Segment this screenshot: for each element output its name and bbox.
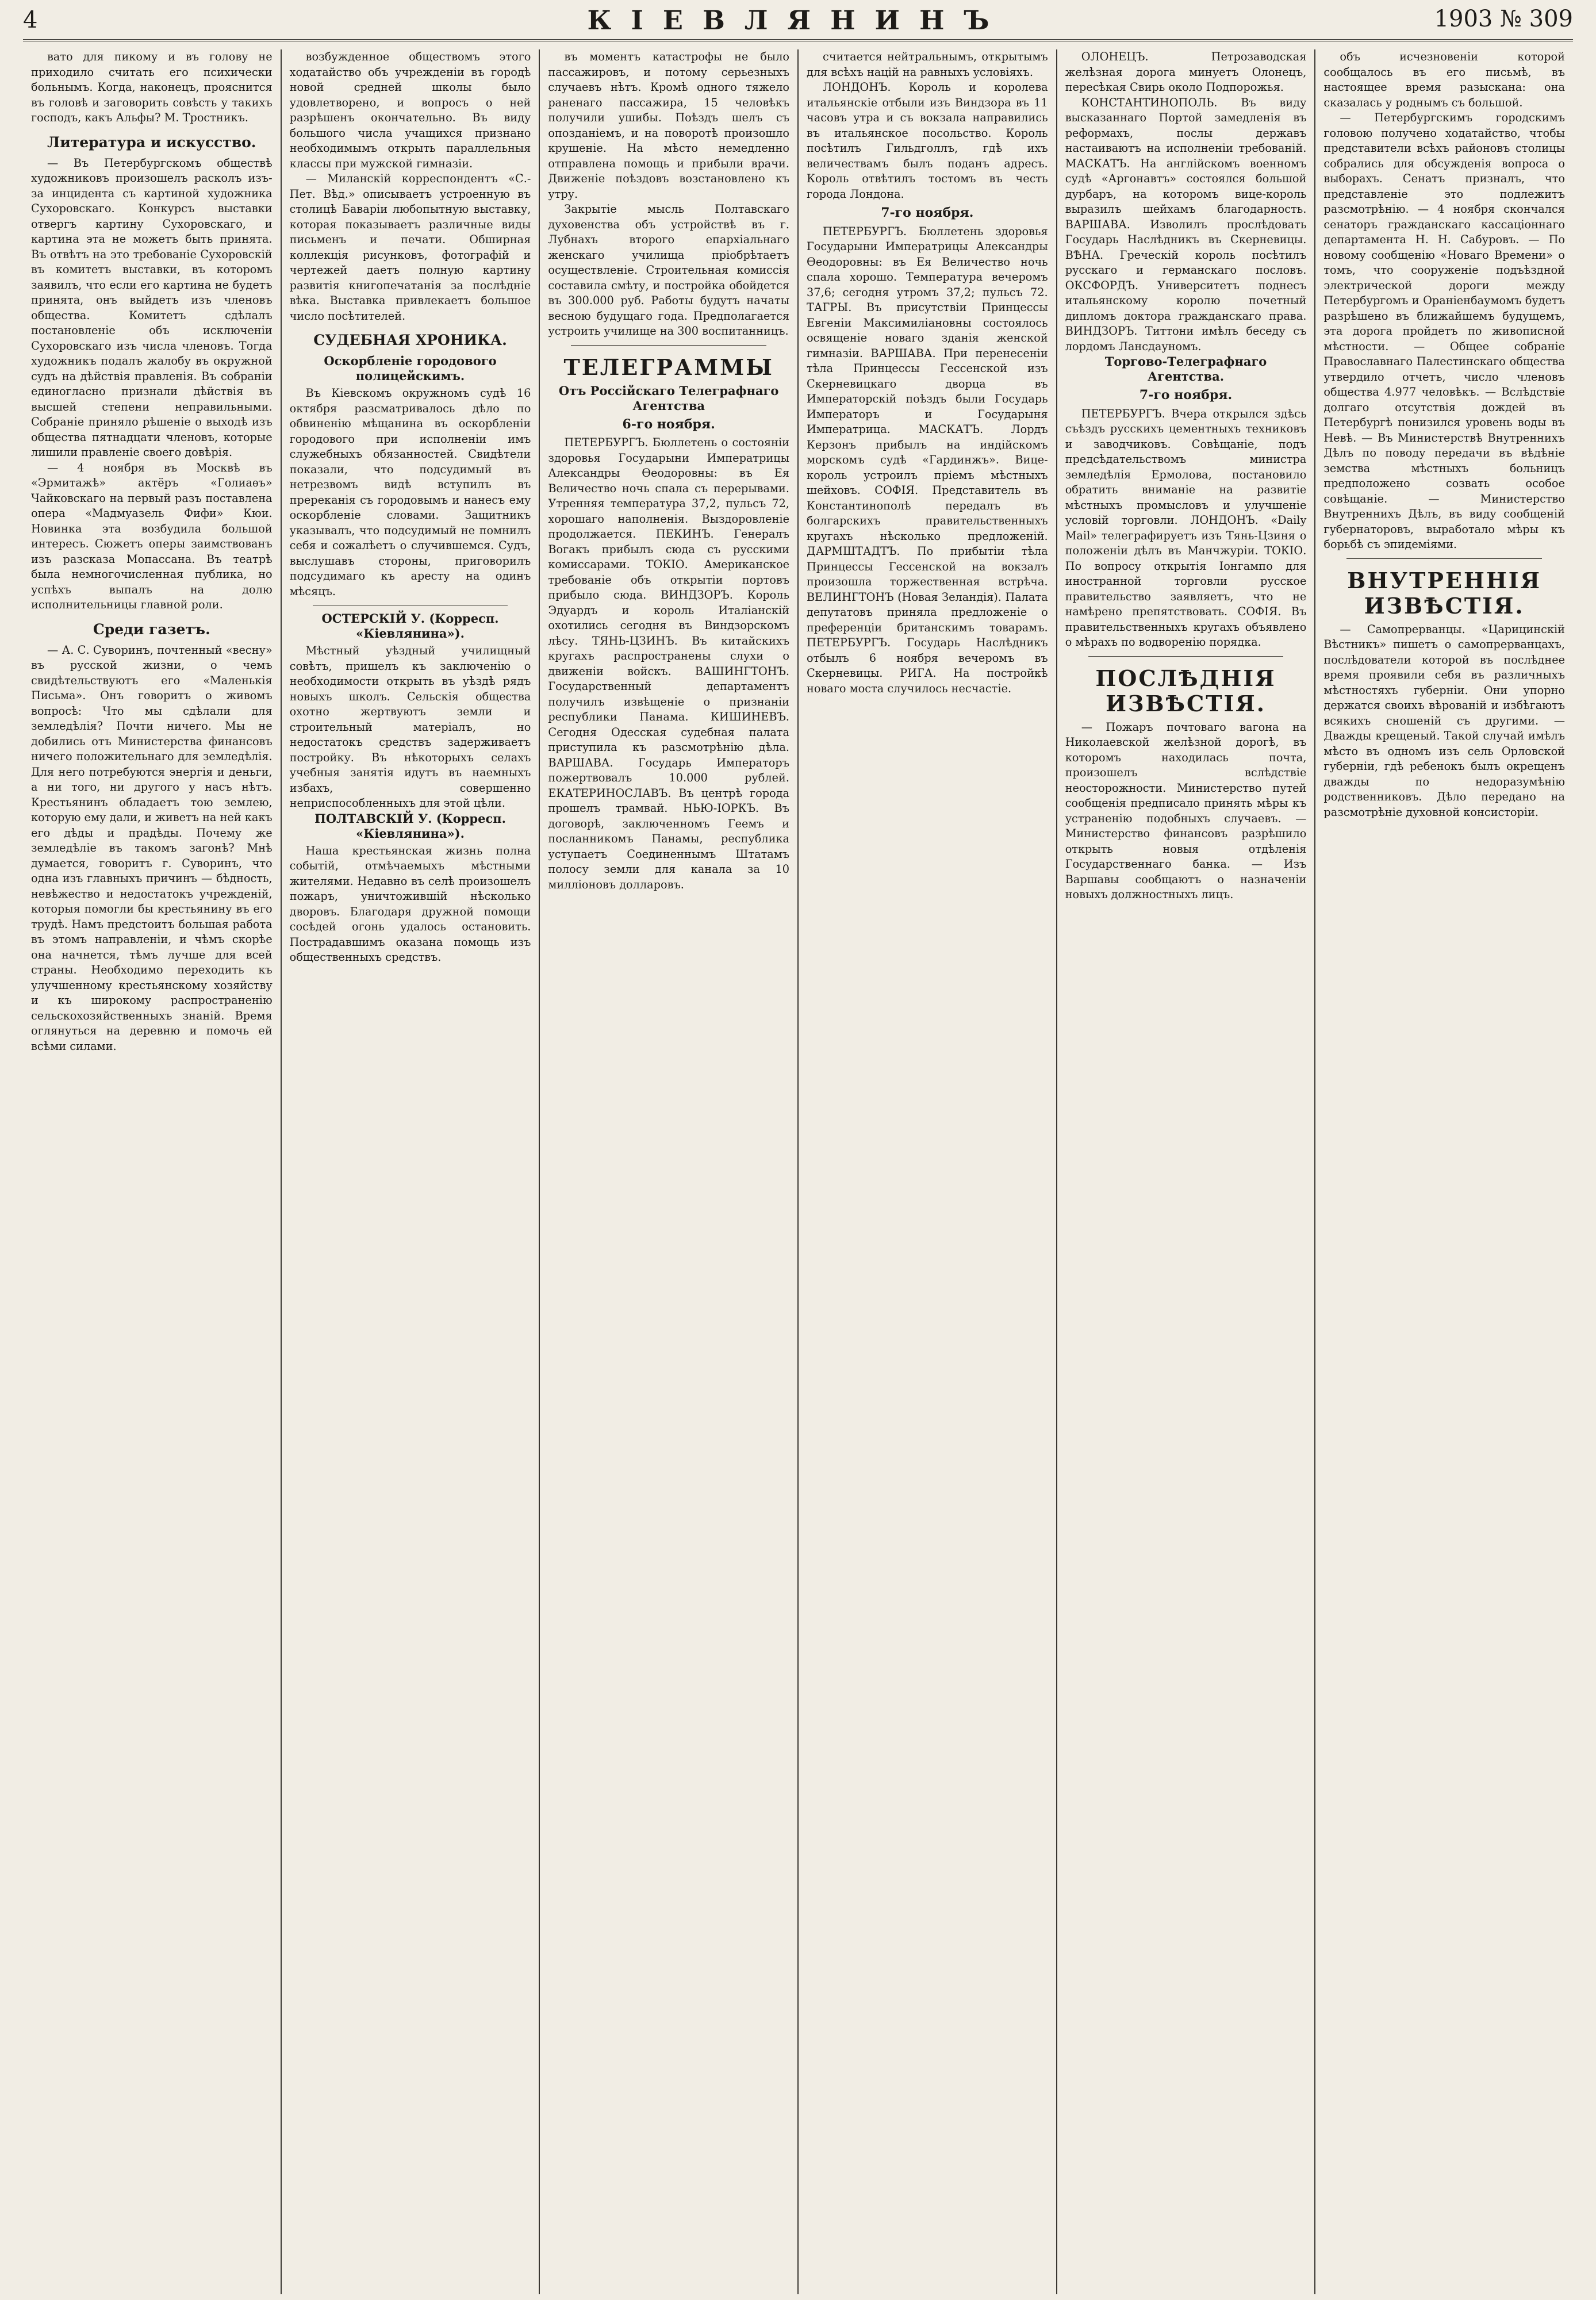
column-5 [1056,49,1315,2294]
divider [571,345,766,346]
article-subheading: ОСТЕРСКІЙ У. (Корресп. «Кіевлянина»). [321,611,499,641]
divider [1346,558,1542,559]
article-text: Въ Кіевскомъ окружномъ судѣ 16 октября разсматривалось дѣло по обвиненію мѣщанина въ оскорбленіи городового при исполненіи имъ служебныхъ обязанностей. Свидѣтели показали, что подсудимый въ нетрезвомъ видѣ вступилъ въ пререканія съ городовымъ и нанесъ ему оскорбленіе словами. Защитникъ указывалъ, что подсудимый не помнилъ себя и сожалѣетъ о случившемся. Судъ, выслушавъ стороны, приговорилъ подсудимаго къ аресту на одинъ мѣсяцъ. [289,386,531,598]
section-heading: ВНУТРЕННІЯ ИЗВѢСТІЯ. [1347,567,1542,619]
newspaper-title: КІЕВЛЯНИНЪ [587,5,1009,36]
section-heading: Литература и искусство. [47,133,256,151]
article-text: Закрытіе мысль Полтавскаго духовенства объ устройствѣ въ г. Лубнахъ второго епархіальнаго женскаго училища пріобрѣтаетъ осуществленіе. Строительная комиссія составила смѣту, и постройка обойдется въ 300.000 руб. Работы будутъ начаты весною будущаго года. Предполагается устроить училище на 300 воспитанницъ. [548,202,790,338]
article-text: объ исчезновеніи которой сообщалось въ его письмѣ, въ настоящее время разыскана: она сказалась у роднымъ съ большой. [1323,50,1566,109]
article-text: ПЕТЕРБУРГЪ. Бюллетень о состояніи здоровья Государыни Императрицы Александры Ѳеодоровны: въ Ея Величество ночь спала съ перерывами. Утренняя температура 37,2, пульсъ 72, хорошаго наполненія. Выздоровленіе продолжается. ПЕКИНЪ. Генералъ Вогакъ прибылъ сюда съ русскими комиссарами. ТОКІО. Американское требованіе объ открытіи портовъ прибыло сюда. ВИНДЗОРЪ. Король Эдуардъ и король Италіанскій охотились сегодня въ Виндзорскомъ лѣсу. ТЯНЬ-ЦЗИНЪ. Въ китайскихъ кругахъ распространены слухи о движеніи войскъ. ВАШИНГТОНЪ. Государственный департаментъ получилъ извѣщеніе о признаніи республики Панама. КИШИНЕВЪ. Сегодня Одесская судебная палата приступила къ разсмотрѣнію дѣла. ВАРШАВА. Государь Императоръ пожертвовалъ 10.000 рублей. ЕКАТЕРИНОСЛАВЪ. Въ центрѣ города прошелъ трамвай. НЬЮ-ІОРКЪ. Въ договорѣ, заключенномъ Геемъ и посланникомъ Панамы, республика уступаетъ Соединеннымъ Штатамъ полосу земли для канала за 10 милліоновъ долларовъ. [548,436,790,891]
section-heading: СУДЕБНАЯ ХРОНИКА. [313,332,507,348]
issue-number: 1903 № 309 [1434,6,1573,32]
article-text: — Петербургскимъ городскимъ головою получено ходатайство, чтобы представители всѣхъ районовъ столицы собрались для обсужденія вопроса о выборахъ. Сенатъ призналъ, что представленіе это подлежитъ разсмотрѣнію. — 4 ноября скончался сенаторъ гражданскаго кассаціоннаго департамента Н. Н. Сабуровъ. — По новому сообщенію «Новаго Времени» о томъ, что сооруженіе подъѣздной электрической дороги между Петербургомъ и Ораніенбаумомъ будетъ разрѣшено въ ближайшемъ будущемъ, эта дорога пройдетъ по живописной мѣстности. — Общее собраніе Православнаго Палестинскаго общества утвердило отчетъ, число членовъ общества 4.977 человѣкъ. — Вслѣдствіе долгаго отсутствія дождей въ Петербургѣ понизился уровень воды въ Невѣ. — Въ Министерствѣ Внутреннихъ Дѣлъ по поводу передачи въ вѣдѣніе земства мѣстныхъ больницъ предположено созвать особое совѣщаніе. — Министерство Внутреннихъ Дѣлъ, въ виду сообщеній губернаторовъ, выработало мѣры къ борьбѣ съ эпидеміями. [1323,111,1566,551]
dateline: 6-го ноября. [622,416,715,432]
section-heading: Среди газетъ. [93,620,210,638]
article-text: — Самопрерванцы. «Царицинскій Вѣстникъ» пишетъ о самопрерванцахъ, послѣдователи которой въ послѣднее время проявили себя въ различныхъ мѣстностяхъ губерніи. Они упорно держатся своихъ вѣрованій и избѣгаютъ всякихъ сношеній съ другими. — Дважды крещеный. Такой случай имѣлъ мѣсто въ одномъ изъ сель Орловской губерніи, гдѣ ребенокъ былъ окрещенъ дважды по недоразумѣнію родственниковъ. Дѣло передано на разсмотрѣніе духовной консисторіи. [1323,622,1566,819]
column-4 [797,49,1056,2294]
column-6 [1314,49,1573,2294]
article-subheading: Отъ Россійскаго Телеграфнаго Агентства [558,383,779,413]
article-text: Мѣстный уѣздный училищный совѣтъ, пришелъ къ заключенію о необходимости открыть въ уѣздѣ рядъ новыхъ школъ. Сельскія общества охотно жертвуютъ земли и строительный матеріалъ, но недостатокъ средствъ задерживаетъ постройку. Въ нѣкоторыхъ селахъ учебныя занятія идутъ въ наемныхъ избахъ, совершенно неприспособленныхъ для этой цѣли. [289,644,531,810]
article-subheading: Торгово-Телеграфнаго Агентства. [1104,354,1267,384]
article-text: Наша крестьянская жизнь полна событій, отмѣчаемыхъ мѣстными жителями. Недавно въ селѣ произошелъ пожаръ, уничтожившій нѣсколько дворовъ. Благодаря дружной помощи сосѣдей огонь удалось остановить. Пострадавшимъ оказана помощь изъ общественныхъ средствъ. [289,844,531,964]
section-heading: ТЕЛЕГРАММЫ [563,354,774,380]
article-text: — 4 ноября въ Москвѣ въ «Эрмитажѣ» актёръ «Голиаѳъ» Чайковскаго на первый разъ поставлена опера «Мадмуазель Фифи» Кюи. Новинка эта возбудила большой интересъ. Сюжетъ оперы заимствованъ изъ разсказа Мопассана. Въ театрѣ была немногочисленная публика, но успѣхъ выпалъ на долю исполнительницы главной роли. [31,461,273,611]
column-2 [281,49,539,2294]
article-subheading: Оскорбленіе городового полицейскимъ. [324,354,497,383]
dateline: 7-го ноября. [1139,388,1233,402]
article-text: ЛОНДОНЪ. Король и королева итальянскіе отбыли изъ Виндзора въ 11 часовъ утра и съ вокзала направились въ итальянское посольство. Король посѣтилъ Гильдголлъ, гдѣ ихъ величествамъ былъ поданъ адресъ. Король отвѣтилъ тостомъ въ честь города Лондона. [807,80,1048,201]
masthead [23,5,1573,41]
article-text: вато для пикому и въ голову не приходило считать его психически больнымъ. Когда, наконецъ, прояснится въ головѣ и заговорить совѣсть у такихъ господъ, какъ Альфы? М. Тростникъ. [31,50,273,124]
article-text: — А. С. Суворинъ, почтенный «весну» въ русской жизни, о чемъ свидѣтельствуютъ его «Маленькія Письма». Онъ говоритъ о живомъ вопросѣ: Что мы сдѣлали для земледѣлія? Почти ничего. Мы не добились отъ Министерства финансовъ ничего положительнаго для земледѣлія. Для него потребуются энергія и деньги, а ни того, ни другого у насъ нѣтъ. Крестьянинъ обладаетъ тою землею, которую ему дали, и живетъ на ней какъ его дѣды и прадѣды. Почему же земледѣліе въ такомъ загонѣ? Мнѣ думается, говоритъ г. Суворинъ, что одна изъ главныхъ причинъ — бѣдность, невѣжество и недостатокъ учрежденій, которыя помогли бы крестьянину въ его трудѣ. Намъ предстоитъ большая работа въ этомъ направленіи, и чѣмъ скорѣе она начнется, тѣмъ лучше для всей страны. Необходимо переходить къ улучшенному крестьянскому хозяйству и къ широкому распространенію сельскохозяйственныхъ знаній. Время оглянуться на деревню и помочь ей всѣми силами. [31,643,273,1053]
article-text: — Въ Петербургскомъ обществѣ художниковъ произошелъ расколъ изъ-за инцидента съ картиной художника Сухоровскаго. Конкурсъ выставки отвергъ картину Сухоровскаго, и картина эта не можетъ быть принята. Въ отвѣтъ на это требованіе Сухоровскій въ комитетъ выставки, въ которомъ заявилъ, что если его картина не будетъ принята, онъ выйдетъ изъ членовъ общества. Комитетъ сдѣлалъ постановленіе объ исключеніи Сухоровскаго изъ числа членовъ. Тогда художникъ подалъ жалобу въ окружной судъ на дѣйствія правленія. Въ собраніи единогласно признали дѣйствія въ высшей степени неправильными. Собраніе приняло рѣшеніе о выходѣ изъ общества пятнадцати членовъ, которые лишили правленіе своего довѣрія. [31,156,273,459]
section-heading: ПОСЛѢДНІЯ ИЗВѢСТІЯ. [1095,665,1276,716]
article-text: возбужденное обществомъ этого ходатайство объ учрежденіи въ городѣ новой средней школы было удовлетворено, и вопросъ о ней разрѣшенъ окончательно. Въ виду большого числа учащихся признано необходимымъ открыть параллельныя классы при мужской гимназіи. [289,50,531,170]
article-text: въ моментъ катастрофы не было пассажировъ, и потому серьезныхъ случаевъ нѣтъ. Кромѣ одного тяжело раненаго пассажира, 15 человѣкъ получили ушибы. Поѣздъ шелъ съ опозданіемъ, и на поворотѣ произошло крушеніе. На мѣсто немедленно отправлена помощь и прибыли врачи. Движеніе поѣздовъ возстановлено къ утру. [548,50,790,201]
article-text: считается нейтральнымъ, открытымъ для всѣхъ націй на равныхъ условіяхъ. [807,50,1048,79]
column-1 [23,49,281,2294]
article-text: ПЕТЕРБУРГЪ. Вчера открылся здѣсь съѣздъ русскихъ цементныхъ техниковъ и заводчиковъ. Совѣщаніе, подъ предсѣдательствомъ министра земледѣлія Ермолова, постановило обратить вниманіе на развитіе мѣстныхъ промысловъ и улучшеніе условій торговли. ЛОНДОНЪ. «Daily Mail» телеграфируетъ изъ Тянь-Цзиня о положеніи дѣлъ въ Манчжуріи. ТОКІО. По вопросу открытія Іонгампо для иностранной торговли русское правительство заявляетъ, что не намѣрено препятствовать. СОФІЯ. Въ правительственныхъ кругахъ объявлено о мѣрахъ по водворенію порядка. [1065,407,1307,649]
article-text: КОНСТАНТИНОПОЛЬ. Въ виду высказаннаго Портой замедленія въ реформахъ, послы державъ настаиваютъ на исполненіи требованій. МАСКАТЪ. На англійскомъ военномъ судѣ «Аргонавтъ» состоялся большой дурбаръ, на которомъ вице-король выразилъ шейхамъ благодарность. ВАРШАВА. Изволилъ прослѣдовать Государь Наслѣдникъ въ Скерневицы. ВѢНА. Греческій король посѣтилъ русскаго и германскаго пословъ. ОКСФОРДЪ. Университетъ поднесъ итальянскому королю почетный дипломъ доктора гражданскаго права. ВИНДЗОРЪ. Титтони имѣлъ беседу съ лордомъ Лансдауномъ. [1065,95,1307,353]
page-number: 4 [23,7,38,33]
columns [23,49,1573,2294]
article-subheading: ПОЛТАВСКІЙ У. (Корресп. «Кіевлянина»). [314,811,506,841]
dateline: 7-го ноября. [881,205,974,220]
article-text: — Пожаръ почтоваго вагона на Николаевской желѣзной дорогѣ, въ которомъ находилась почта, произошелъ вслѣдствіе неосторожности. Министерство путей сообщенія предписало принять мѣры къ устраненію подобныхъ случаевъ. — Министерство финансовъ разрѣшило открыть новыя отдѣленія Государственнаго банка. — Изъ Варшавы сообщаютъ о назначеніи новыхъ должностныхъ лицъ. [1065,720,1307,901]
column-3 [539,49,797,2294]
article-text: ОЛОНЕЦЪ. Петрозаводская желѣзная дорога минуетъ Олонецъ, пересѣкая Свирь около Подпорожья. [1065,50,1307,94]
divider [1088,656,1284,657]
article-text: — Миланскій корреспондентъ «С.-Пет. Вѣд.» описываетъ устроенную въ столицѣ Баваріи любопытную выставку, которая показываетъ различные виды письменъ и печати. Обширная коллекція рисунковъ, фотографій и чертежей даетъ полную картину развитія книгопечатанія за послѣдніе вѣка. Выставка привлекаетъ большое число посѣтителей. [289,172,531,323]
article-text: ПЕТЕРБУРГЪ. Бюллетень здоровья Государыни Императрицы Александры Ѳеодоровны: въ Ея Величество ночь спала хорошо. Температура вечеромъ 37,6; сегодня утромъ 37,2; пульсъ 72. ТАГРЫ. Въ присутствіи Принцессы Евгеніи Максимиліановны состоялось освященіе новаго зданія женской гимназіи. ВАРШАВА. При перенесеніи тѣла Принцессы Гессенской изъ Скерневицкаго дворца въ Императорскій поѣздъ были Государь Императоръ и Государыня Императрица. МАСКАТЪ. Лордъ Керзонъ прибылъ на индійскомъ морскомъ судѣ «Гардинжъ». Вице-король устроилъ пріемъ мѣстныхъ шейховъ. СОФІЯ. Представитель въ Константинополѣ передалъ въ болгарскихъ правительственныхъ кругахъ нѣсколько предложеній. ДАРМШТАДТЪ. По прибытіи тѣла Принцессы Гессенской на вокзалъ произошла торжественная встрѣча. ВЕЛИНГТОНЪ (Новая Зеландія). Палата депутатовъ приняла предложеніе о преференціи британскимъ товарамъ. ПЕТЕРБУРГЪ. Государь Наслѣдникъ отбылъ 6 ноября вечеромъ въ Скерневицы. РИГА. На постройкѣ новаго моста случилось несчастіе. [807,224,1048,695]
